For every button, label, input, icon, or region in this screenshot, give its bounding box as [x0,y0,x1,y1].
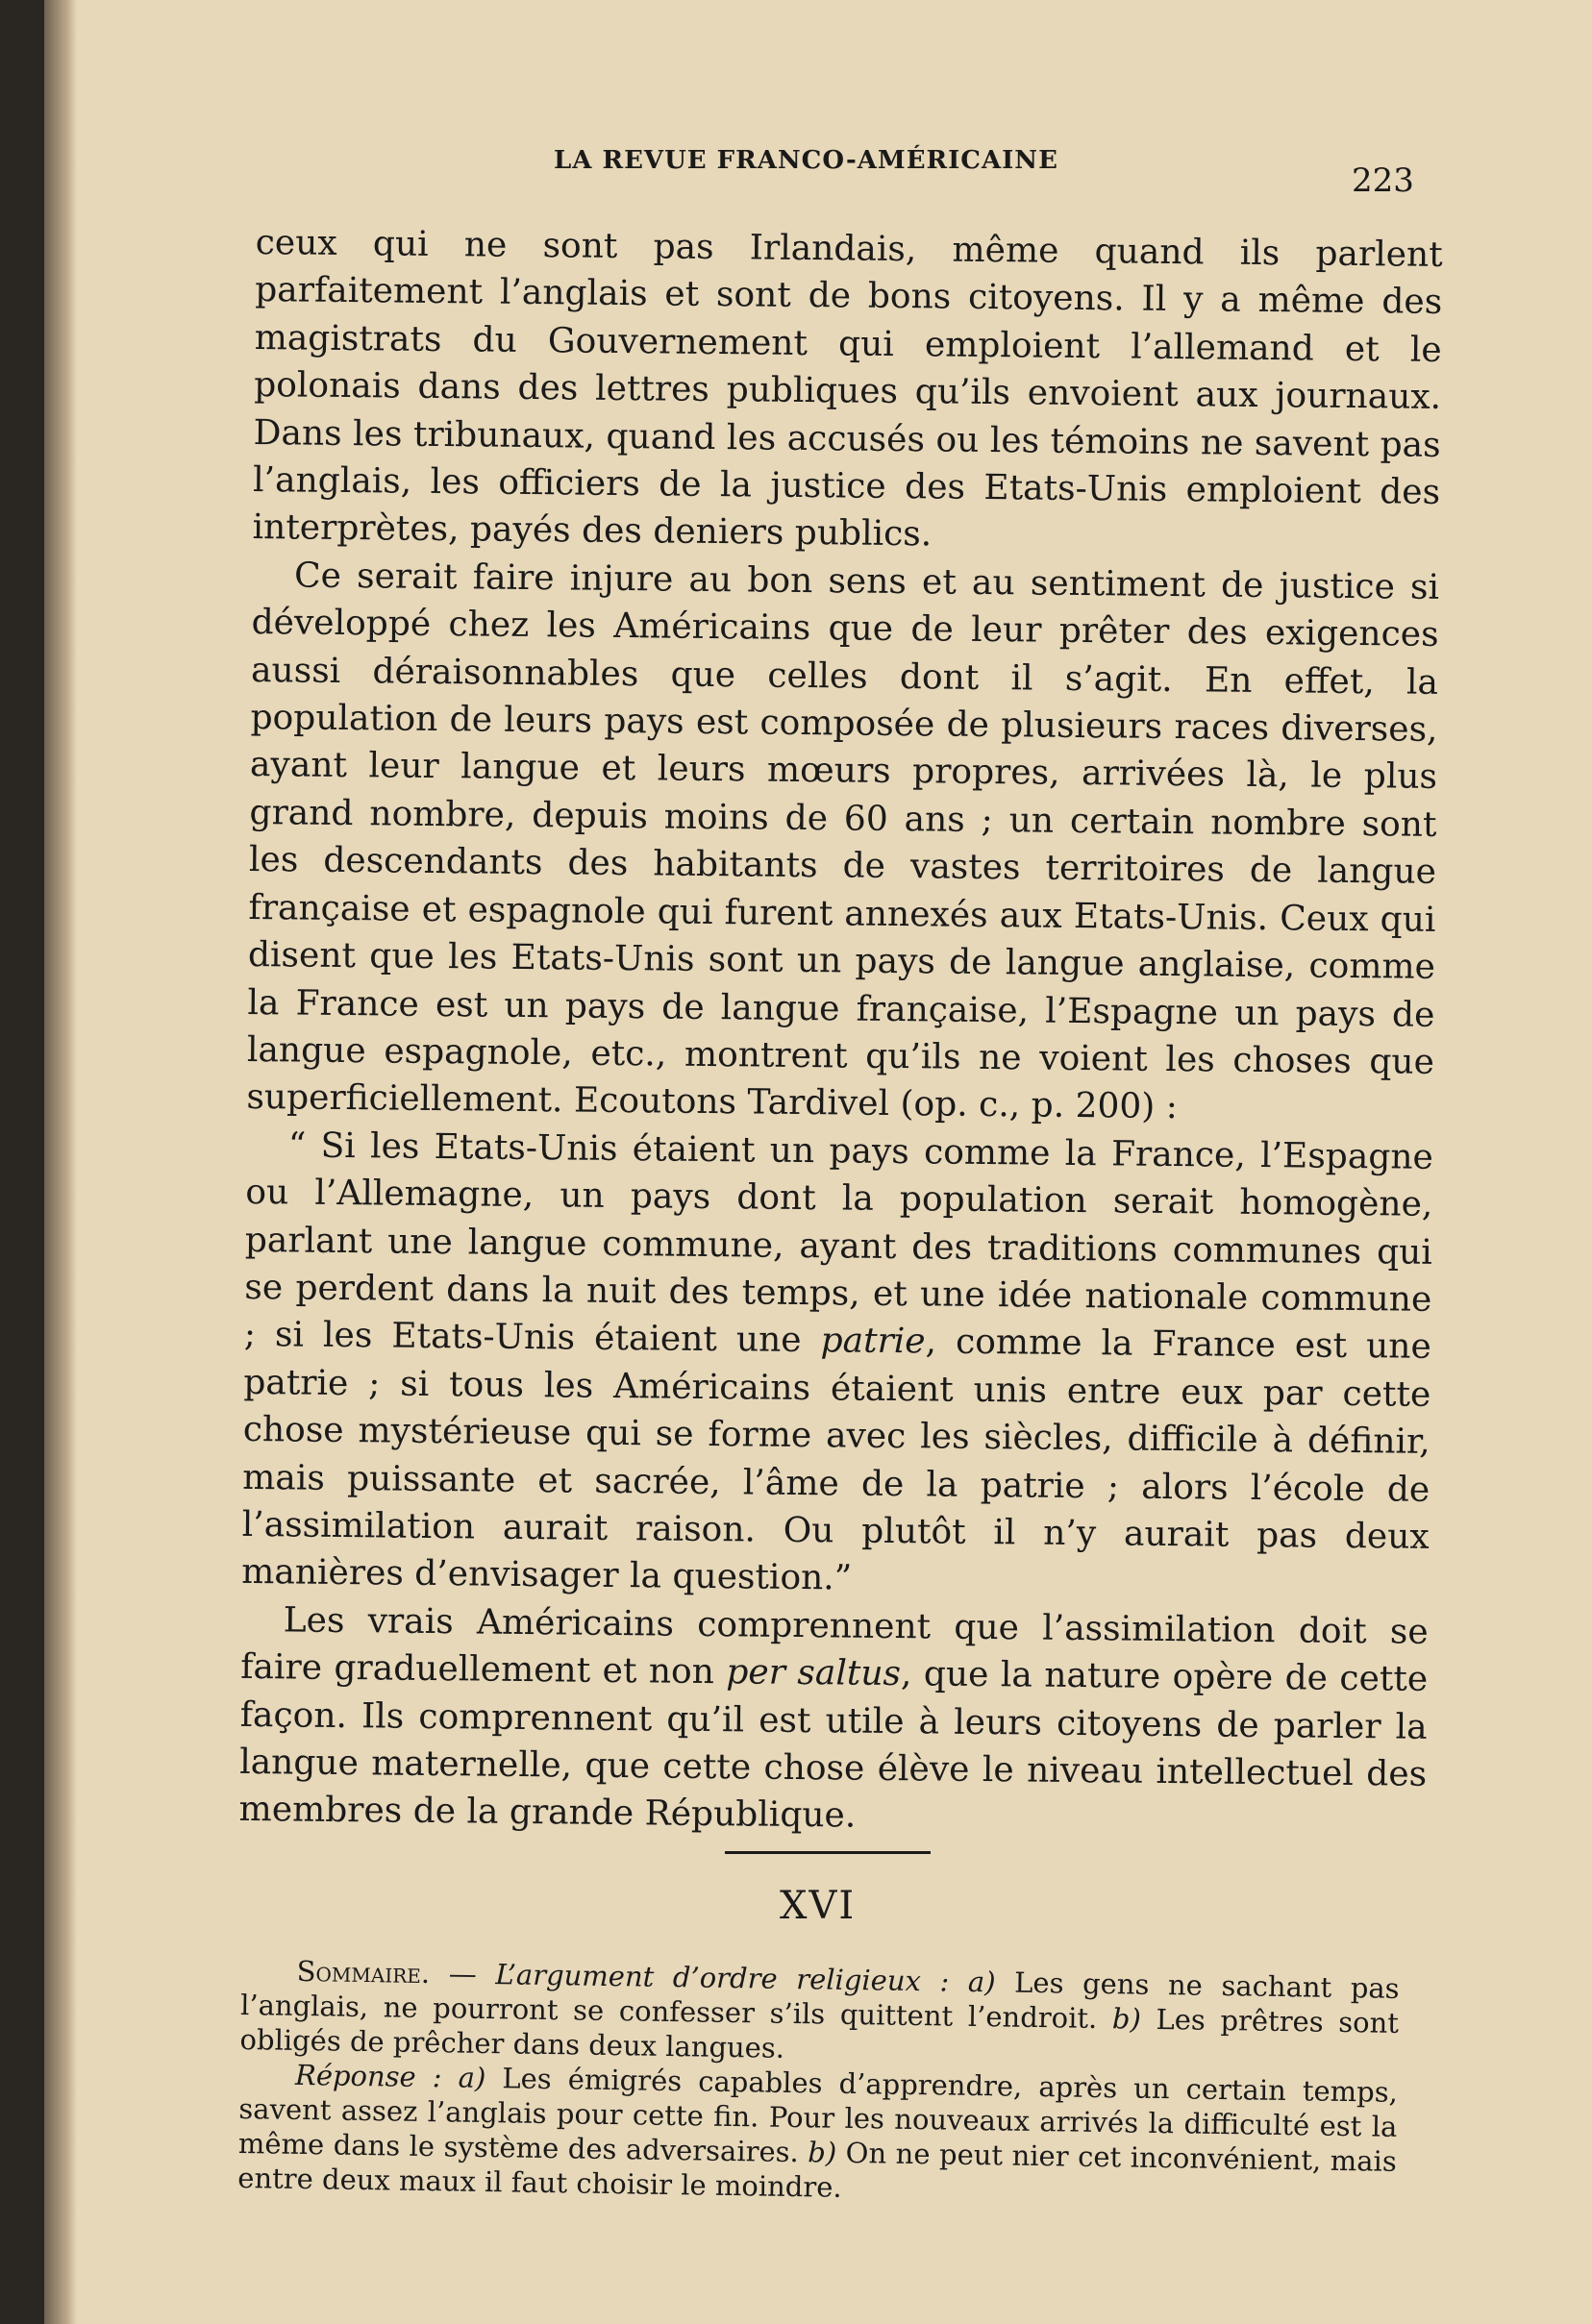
paragraph-3-quote [241,1122,1433,1609]
page-number: 223 [1352,161,1414,200]
reply-item-a: Les émigrés capables d’apprendre, après un certain temps, savent assez l’anglais pour cette fin. Pour les nouveaux arrivés la difficulté est la même dans le système des adversaires. [237,2062,1399,2169]
summary-paragraph [239,1953,1400,2075]
summary-dash: — [429,1957,496,1991]
page-gutter-shadow [44,0,77,2324]
quote-text-start: “ Si les Etats-Unis étaient un pays comme la France, l’Espagne ou l’Allemagne, un pays dont la population serait homogène, parlant une langue commune, ayant des traditions communes qui se perdent dans la nuit des temps, et une idée nationale commune ; si les Etats-Unis étaient une [243,1125,1434,1361]
paragraph-4 [238,1596,1429,1846]
summary-marker-b: b) [1096,2001,1142,2036]
paragraph-4-start: Les vrais Américains comprennent que l’assimilation doit se faire graduellement et non [240,1600,1429,1693]
section-divider [725,1851,931,1854]
summary-item-a: Les gens ne sachant pas l’anglais, ne pourront se confesser s’ils quittent l’endroit. [239,1966,1400,2035]
summary-marker-a: a) [949,1965,996,1999]
reply-paragraph [237,2057,1398,2213]
italic-per-saltus: per saltus [726,1652,902,1694]
section-number: XVI [780,1884,857,1928]
section-summary [237,1953,1400,2213]
reply-label: Réponse : [294,2058,442,2094]
reply-marker-a: a) [441,2061,486,2095]
quote-text-end: , comme la France est une patrie ; si tous les Américains étaient unis entre eux par cette chose mystérieuse qui se forme avec les siècles, difficile à définir, mais puissante et sacrée, l’âme de la patrie ; alors l’école de l’assimilation aurait raison. Ou plutôt il n’y aurait pas deux manières d’envisager la question.” [241,1322,1432,1598]
italic-patrie: patrie [820,1321,926,1362]
reply-item-b: On ne peut nier cet inconvénient, mais entre deux maux il faut choisir le moindre. [237,2136,1398,2204]
summary-item-b: Les prêtres sont obligés de prêcher dans deux langues. [239,2002,1400,2064]
summary-topic: L’argument d’ordre religieux : [495,1958,950,1998]
paragraph-1: ceux qui ne sont pas Irlandais, même quand ils parlent parfaitement l’anglais et sont de bons citoyens. Il y a même des magistrats du Gouvernement qui emploient l’allemand et le polonais dans des lettres publiques qu’ils envoient aux journaux. Dans les tribunaux, quand les accusés ou les témoins ne savent pas l’anglais, les officiers de la justice des Etats-Unis emploient des interprètes, payés des deniers publics. [252,222,1443,555]
book-page [44,0,1592,2324]
body-text [238,219,1443,1846]
summary-label: Sommaire. [296,1954,431,1990]
paragraph-2: Ce serait faire injure au bon sens et au sentiment de justice si développé chez les Américains que de leur prêter des exigences aussi déraisonnables que celles dont il s’agit. En effet, la population de leurs pays est composée de plusieurs races diverses, ayant leur langue et leurs mœurs propres, arrivées là, le plus grand nombre, depuis moins de 60 ans ; un certain nombre sont les descendants des habitants de vastes territoires de langue française et espagnole qui furent annexés aux Etats-Unis. Ceux qui disent que les Etats-Unis sont un pays de langue anglaise, comme la France est un pays de langue française, l’Espagne un pays de langue espagnole, etc., montrent qu’ils ne voient les choses que superficiellement. Ecoutons Tardivel (op. c., p. 200) : [246,556,1440,1127]
paragraph-4-end: , que la nature opère de cette façon. Ils comprennent qu’il est utile à leurs citoyens de parler la langue maternelle, que cette chose élève le niveau intellectuel des membres de la grande République. [238,1654,1429,1837]
reply-marker-b: b) [798,2136,837,2169]
running-title: LA REVUE FRANCO-AMÉRICAINE [554,146,1058,175]
